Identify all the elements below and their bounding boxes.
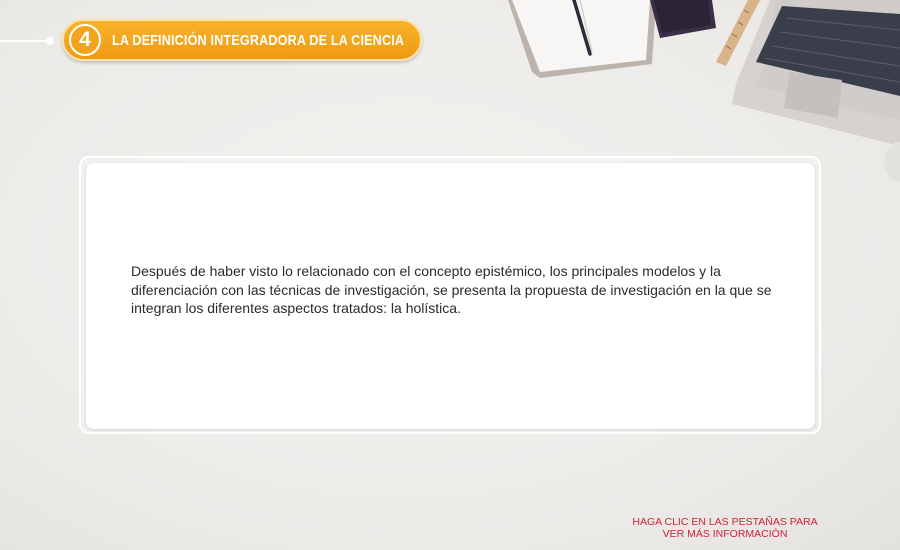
tab-instruction-line-1: HAGA CLIC EN LAS PESTAÑAS PARA [632, 516, 818, 528]
header-connector-dot [46, 37, 54, 45]
laptop-icon [732, 0, 900, 146]
tab-instruction-line-2: VER MÁS INFORMACIÓN [662, 528, 788, 540]
tab-instruction [600, 516, 850, 540]
phone-icon [650, 0, 716, 38]
header-connector-line [0, 40, 50, 42]
ruler-icon [716, 0, 760, 66]
pen-icon [574, 0, 590, 54]
notebook-icon [508, 0, 656, 78]
mouse-icon [884, 142, 900, 182]
section-header [62, 19, 422, 61]
content-paragraph: Después de haber visto lo relacionado con el concepto epistémico, los principales modelos y la diferenciación con las técnicas de investigación, se presenta la propuesta de investigación en la que se integran los diferentes aspectos tratados: la holística. [131, 263, 772, 316]
section-number-badge: 4 [69, 24, 101, 56]
section-title: LA DEFINICIÓN INTEGRADORA DE LA CIENCIA [112, 32, 405, 49]
